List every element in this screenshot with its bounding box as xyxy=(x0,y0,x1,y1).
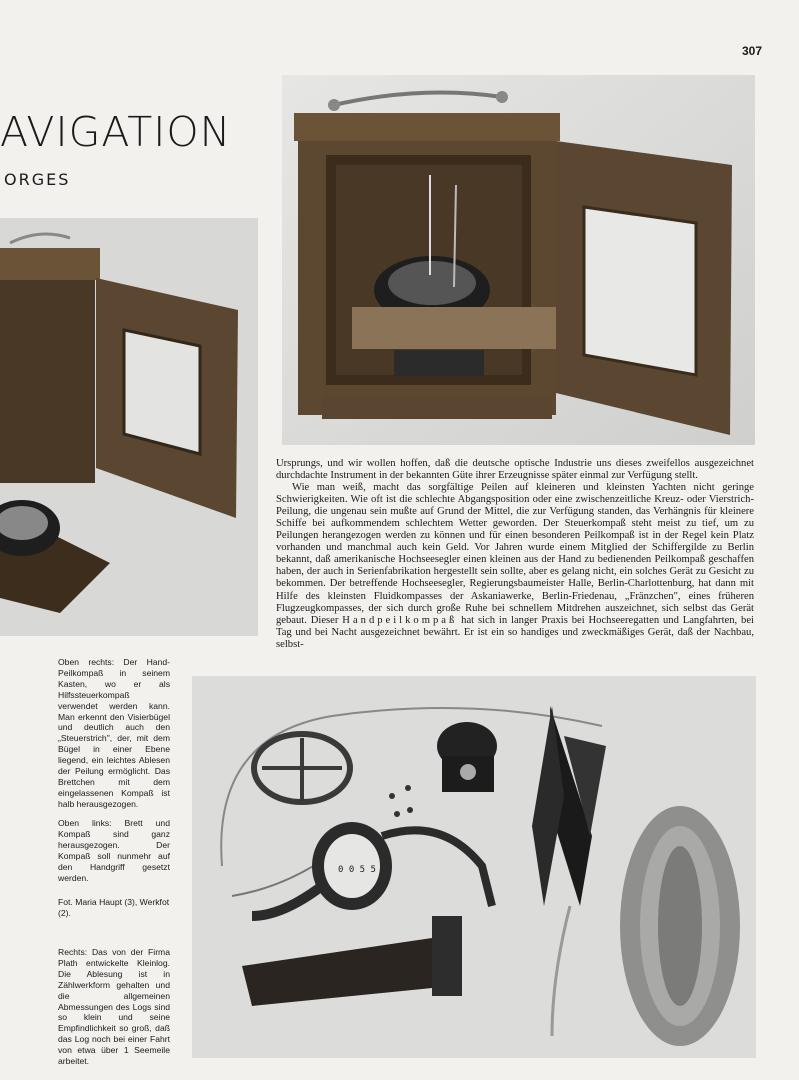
paragraph-2-end: hat sich in langer Praxis bei Hochseeregatten und Langfahrten, bei Tag und bei Nacht ausgezeichnet bewährt. Er ist ein so handiges und zweckmäßiges Gerät, daß der Nachbau, selbst- xyxy=(276,614,754,650)
paragraph-2 xyxy=(276,482,754,651)
headline: AVIGATION xyxy=(0,108,232,156)
subhead: ORGES xyxy=(4,170,71,189)
paragraph-2-emphasis: Handpeilkompaß xyxy=(342,614,458,626)
paragraph-2-start: Wie man weiß, macht das sorgfältige Peilen auf kleineren und kleinsten Yachten nicht geringe Schwierigkeiten. Wie oft ist die schlechte Abgangsposition oder eine zwischenzeitliche Kreuz- oder Vierstrich-Peilung, die ungenau sein mußte auf Grund der Mittel, die zur Verfügung standen, das Verhängnis für kleinere Schiffe bei aufkommendem schlechtem Wetter geworden. Der Steuerkompaß steht meist zu tief, um zu Peilungen herangezogen werden zu können und für einen besonderen Peilkompaß ist in der Regel kein Platz vorhanden und manchmal auch kein Geld. Vor Jahren wurde einem Mitglied der Schiffergilde zu Berlin bekannt, daß amerikanische Hochseesegler einen kleinen aus der Hand zu bedienenden Peilkompaß geschaffen haben, der auch in Serienfabrikation hergestellt sein sollte, aber es gelang nicht, ein solches Gerät zu Gesicht zu bekommen. Der betreffende Hochseesegler, Regierungsbaumeister Halle, Berlin-Charlottenburg, hat dann mit Hilfe des kleinsten Fluidkompasses der Askaniawerke, Berlin-Friedenau, „Fränzchen", eines früheren Flugzeugkompasses, der sich durch große Ruhe bei schnellem Mitdrehen auszeichnet, sich selbst das Gerät gebaut. Dieser xyxy=(276,482,754,626)
photo-compass-board-out xyxy=(0,218,258,636)
page-number: 307 xyxy=(742,44,763,58)
article-body xyxy=(276,458,754,651)
caption-top-left: Oben links: Brett und Kompaß sind ganz herausgezogen. Der Kompaß soll nunmehr auf den Handgriff gesetzt werden. xyxy=(58,818,170,883)
photo-credit: Fot. Maria Haupt (3), Werkfot (2). xyxy=(58,897,170,918)
log-counter-readout: 0 0 5 5 xyxy=(338,865,376,875)
caption-kleinlog: Rechts: Das von der Firma Plath entwickelte Kleinlog. Die Ablesung ist in Zählwerkform gehalten und die allgemeinen Abmessungen des Logs sind so klein und seine Empfindlichkeit so groß, daß das Log noch bei einer Fahrt von etwa über 1 Seemeile arbeitet. xyxy=(58,947,170,1067)
caption-top-right: Oben rechts: Der Hand-Peilkompaß in seinem Kasten, wo er als Hilfssteuerkompaß verwendet werden kann. Man erkennt den Visierbügel und deutlich auch den „Steuerstrich", der, mit dem Bügel in einer Ebene liegend, ein leichtes Ablesen der Peilung ermöglicht. Das Brettchen mit dem eingelassenen Kompaß ist halb herausgezogen. xyxy=(58,657,170,809)
paragraph-1: Ursprungs, und wir wollen hoffen, daß die deutsche optische Industrie uns dieses zweifellos ausgezeichnet durchdachte Instrument in der bekannten Güte ihrer Erzeugnisse später einmal zur Verfügung stellt. xyxy=(276,458,754,482)
photo-compass-box-open xyxy=(282,75,755,445)
photo-kleinlog xyxy=(192,676,756,1058)
